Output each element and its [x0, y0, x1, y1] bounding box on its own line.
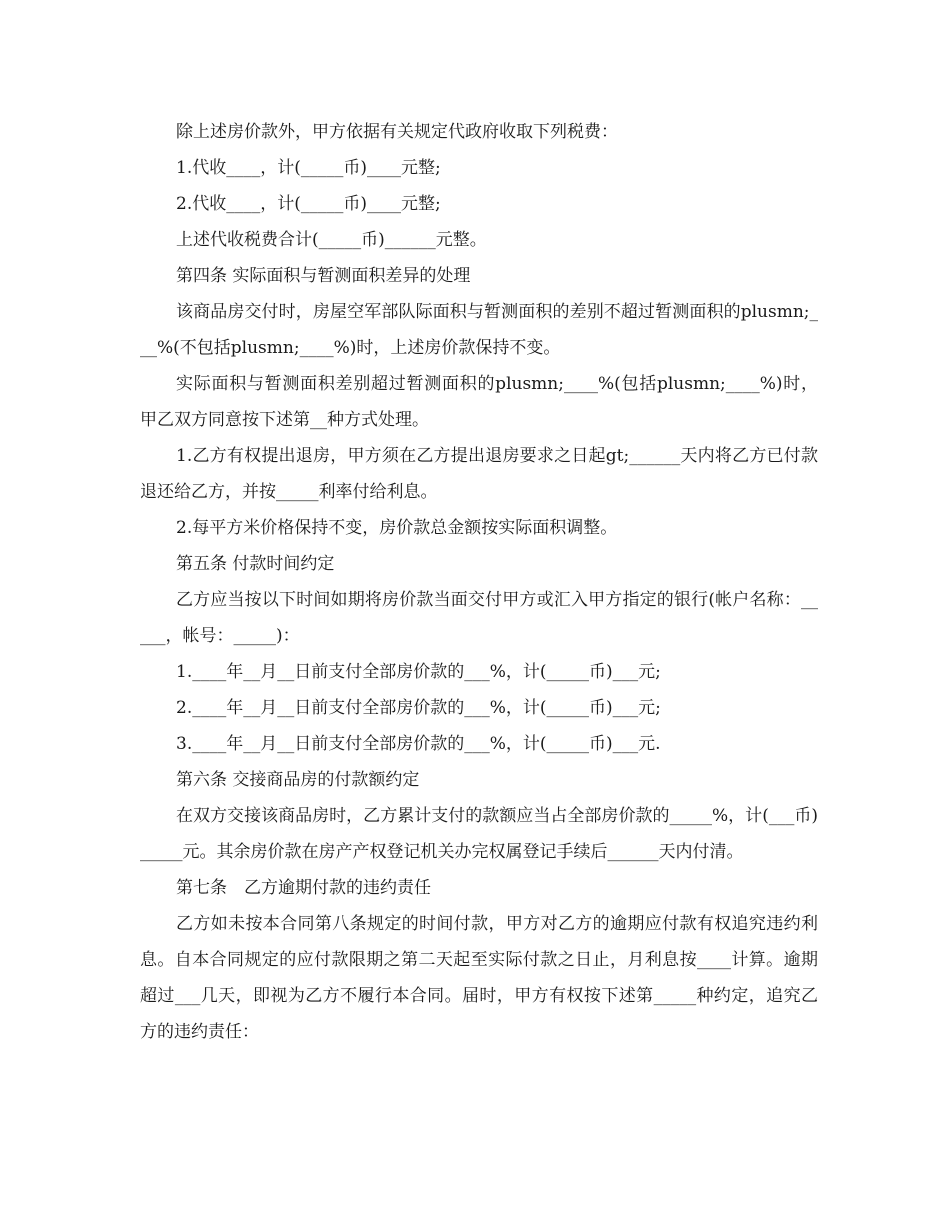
article-4-heading: 第四条 实际面积与暂测面积差异的处理	[176, 266, 471, 286]
paragraph-tax-item-1: 1.代收____，计(_____币)____元整;	[176, 158, 441, 178]
paragraph-tax-item-2: 2.代收____，计(_____币)____元整;	[176, 194, 441, 214]
paragraph-handover-payment: 在双方交接该商品房时，乙方累计支付的款额应当占全部房价款的_____%，计(___币)_____元。其余房价款在房产产权登记机关办完权属登记手续后______天内付清。	[140, 806, 818, 862]
paragraph-payment-bank: 乙方应当按以下时间如期将房价款当面交付甲方或汇入甲方指定的银行(帐户名称：_____，帐号：_____)：	[140, 590, 818, 646]
paragraph-installment-2: 2.____年__月__日前支付全部房价款的___%，计(_____币)___元;	[176, 698, 661, 718]
paragraph-option-adjust: 2.每平方米价格保持不变，房价款总金额按实际面积调整。	[176, 518, 618, 538]
article-6-heading: 第六条 交接商品房的付款额约定	[176, 770, 420, 790]
article-7-heading: 第七条 乙方逾期付款的违约责任	[176, 878, 431, 898]
paragraph-late-payment: 乙方如未按本合同第八条规定的时间付款，甲方对乙方的逾期应付款有权追究违约利息。自本合同规定的应付款限期之第二天起至实际付款之日止，月利息按____计算。逾期超过___几天，即视为乙方不履行本合同。届时，甲方有权按下述第_____种约定，追究乙方的违约责任：	[140, 914, 818, 1042]
paragraph-tax-total: 上述代收税费合计(_____币)______元整。	[176, 230, 487, 250]
paragraph-area-within-tolerance: 该商品房交付时，房屋空军部队际面积与暂测面积的差别不超过暂测面积的plusmn;___%(不包括plusmn;____%)时，上述房价款保持不变。	[140, 302, 818, 358]
paragraph-area-exceeds-tolerance: 实际面积与暂测面积差别超过暂测面积的plusmn;____%(包括plusmn;____%)时，甲乙双方同意按下述第__种方式处理。	[140, 374, 818, 430]
article-5-heading: 第五条 付款时间约定	[176, 554, 335, 574]
paragraph-tax-intro: 除上述房价款外，甲方依据有关规定代政府收取下列税费：	[176, 122, 618, 142]
paragraph-option-refund: 1.乙方有权提出退房，甲方须在乙方提出退房要求之日起gt;______天内将乙方已付款退还给乙方，并按_____利率付给利息。	[140, 446, 818, 502]
paragraph-installment-3: 3.____年__月__日前支付全部房价款的___%，计(_____币)___元.	[176, 734, 661, 754]
paragraph-installment-1: 1.____年__月__日前支付全部房价款的___%，计(_____币)___元;	[176, 662, 661, 682]
